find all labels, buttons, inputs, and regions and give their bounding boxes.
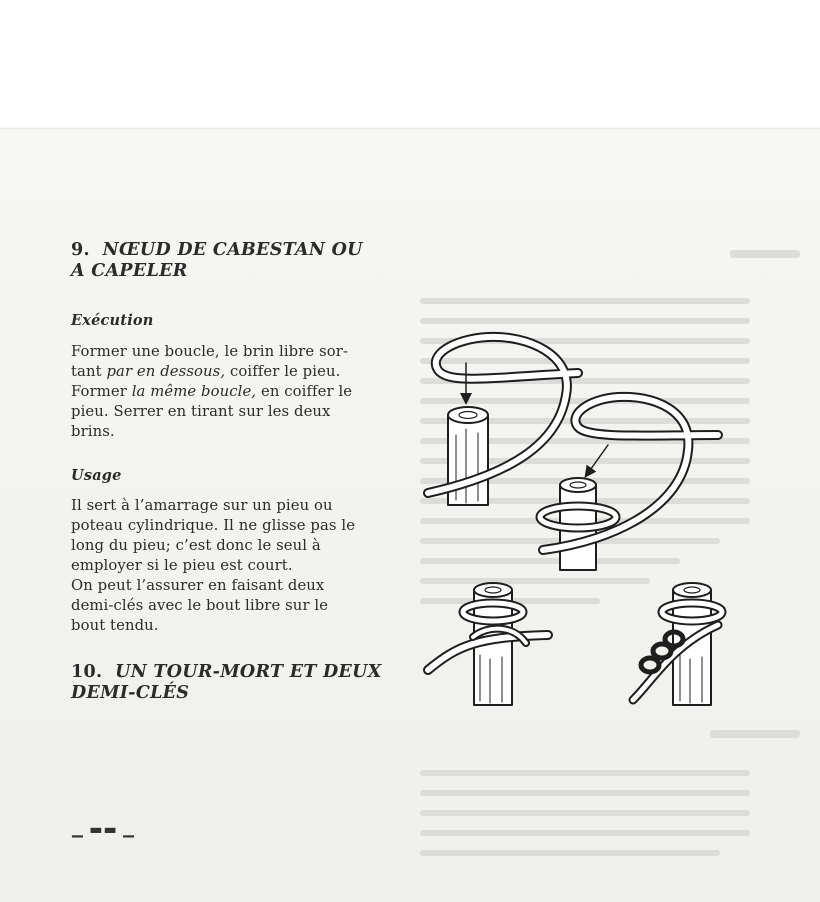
page-edge bbox=[0, 126, 820, 129]
execution-line: pieu. Serrer en tirant sur les deux bbox=[71, 403, 331, 420]
usage-line: On peut l’assurer en faisant deux bbox=[71, 577, 325, 594]
usage-heading: Usage bbox=[71, 467, 122, 484]
execution-text: coiffer le pieu. bbox=[225, 363, 341, 380]
execution-emphasis: par en dessous, bbox=[106, 363, 226, 380]
usage-line: employer si le pieu est court. bbox=[71, 557, 293, 574]
section-9-title-line1: NŒUD DE CABESTAN OU bbox=[102, 240, 363, 260]
execution-line bbox=[71, 382, 393, 402]
execution-line: brins. bbox=[71, 423, 115, 440]
section-10-title-line1: UN TOUR-MORT ET DEUX bbox=[115, 662, 382, 682]
section-10-number: 10. bbox=[71, 662, 103, 682]
section-9-title-line2: A CAPELER bbox=[71, 261, 188, 281]
usage-line: Il sert à l’amarrage sur un pieu ou bbox=[71, 497, 333, 514]
execution-text: en coiffer le bbox=[256, 383, 353, 400]
execution-text: Former bbox=[71, 383, 132, 400]
section-10-title bbox=[71, 662, 393, 704]
usage-line: poteau cylindrique. Il ne glisse pas le bbox=[71, 517, 356, 534]
cut-off-text-fragment: ▁ ▬▬ ▁ bbox=[72, 822, 135, 838]
execution-line: Former une boucle, le brin libre sor- bbox=[71, 343, 349, 360]
usage-line: bout tendu. bbox=[71, 617, 159, 634]
usage-line: long du pieu; c’est donc le seul à bbox=[71, 537, 321, 554]
section-10-title-line2: DEMI-CLÉS bbox=[71, 683, 190, 703]
execution-text: tant bbox=[71, 363, 107, 380]
usage-line: demi-clés avec le bout libre sur le bbox=[71, 597, 329, 614]
usage-paragraph bbox=[71, 496, 393, 636]
section-9-title bbox=[71, 240, 393, 282]
clove-hitch-illustration-icon bbox=[418, 325, 740, 715]
execution-paragraph bbox=[71, 342, 393, 442]
execution-emphasis: la même boucle, bbox=[131, 383, 257, 400]
execution-line bbox=[71, 362, 393, 382]
execution-heading: Exécution bbox=[71, 312, 154, 329]
text-column bbox=[71, 240, 393, 704]
section-9-number: 9. bbox=[71, 240, 90, 260]
